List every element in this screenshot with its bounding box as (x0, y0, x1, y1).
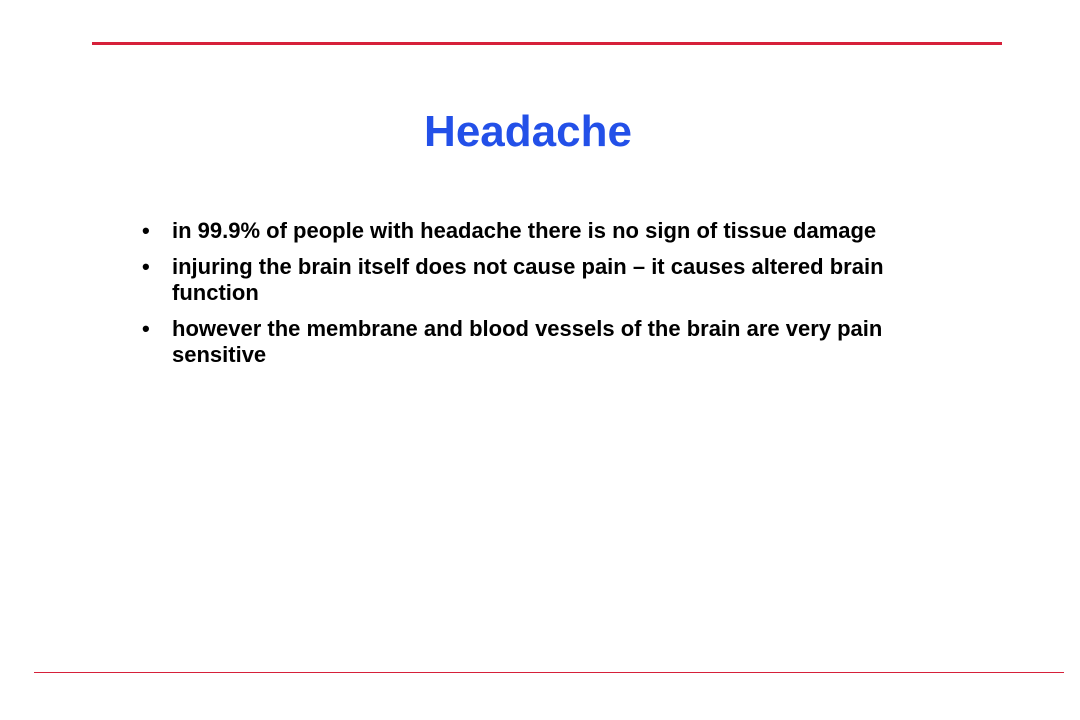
bullet-item (142, 218, 942, 244)
bullet-text: in 99.9% of people with headache there is no sign of tissue damage (172, 218, 877, 243)
bullet-text: however the membrane and blood vessels of the brain are very pain sensitive (172, 316, 883, 367)
bullet-marker: • (142, 218, 150, 243)
bullet-marker: • (142, 254, 150, 279)
bullet-marker: • (142, 316, 150, 341)
bullet-item (142, 316, 942, 368)
top-divider-line (92, 42, 1002, 45)
bullet-text: injuring the brain itself does not cause pain – it causes altered brain function (172, 254, 884, 305)
bottom-divider-line (34, 672, 1064, 673)
bullet-item (142, 254, 942, 306)
bullet-list (142, 218, 942, 378)
slide-title: Headache (424, 107, 632, 156)
